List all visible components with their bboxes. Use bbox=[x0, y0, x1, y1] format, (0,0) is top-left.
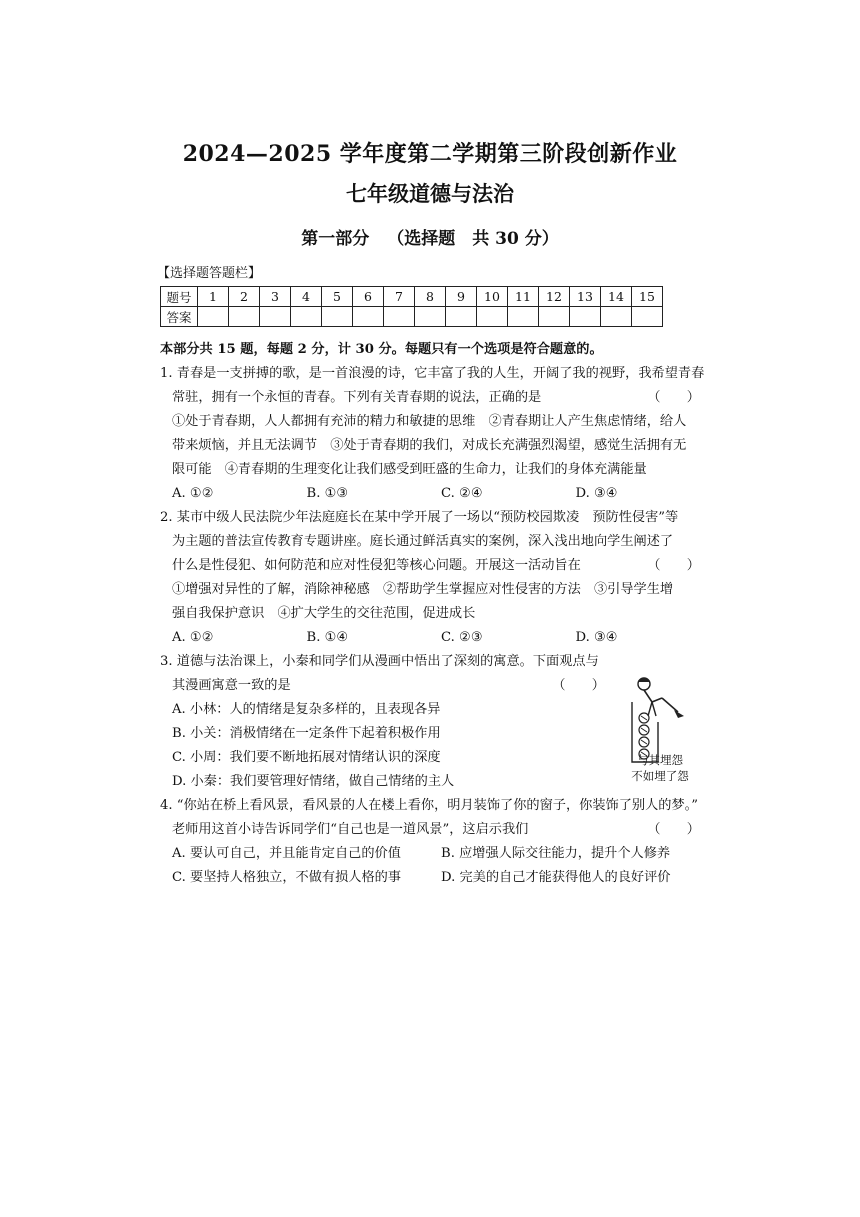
option-b[interactable]: B. 小关：消极情绪在一定条件下起着积极作用 bbox=[172, 726, 441, 741]
options-row bbox=[160, 482, 710, 506]
answer-parentheses: （ ） bbox=[647, 558, 700, 573]
answer-cell[interactable] bbox=[384, 307, 415, 327]
answer-parentheses: （ ） bbox=[552, 678, 605, 693]
number-cell: 14 bbox=[601, 287, 632, 307]
statement-line: ①处于青春期，人人都拥有充沛的精力和敏捷的思维 ②青春期让人产生焦虑情绪，给人 bbox=[172, 414, 687, 429]
cartoon-caption-line: 不如埋了怨 bbox=[631, 769, 689, 783]
question-1 bbox=[160, 362, 710, 506]
part-heading bbox=[0, 224, 860, 249]
answer-cell[interactable] bbox=[415, 307, 446, 327]
number-cell: 12 bbox=[539, 287, 570, 307]
question-stem bbox=[160, 386, 710, 410]
question-stem-text: 常驻，拥有一个永恒的青春。下列有关青春期的说法，正确的是 bbox=[172, 390, 542, 405]
statement-line: ①增强对异性的了解，消除神秘感 ②帮助学生掌握应对性侵害的方法 ③引导学生增 bbox=[172, 582, 674, 597]
question-stem-text: 什么是性侵犯、如何防范和应对性侵犯等核心问题。开展这一活动旨在 bbox=[172, 558, 581, 573]
question-stem-text: 老师用这首小诗告诉同学们“自己也是一道风景”，这启示我们 bbox=[172, 822, 529, 837]
option-b[interactable]: B. 应增强人际交往能力，提升个人修养 bbox=[441, 846, 671, 861]
question-stem: 1. 青春是一支拼搏的歌，是一首浪漫的诗，它丰富了我的人生，开阔了我的视野，我希望青春 bbox=[160, 366, 705, 381]
subject-title: 七年级道德与法治 bbox=[346, 181, 514, 206]
answer-cell[interactable] bbox=[353, 307, 384, 327]
row-head-number: 题号 bbox=[161, 287, 198, 307]
option-d[interactable]: D. ③④ bbox=[575, 486, 618, 501]
answer-cell[interactable] bbox=[322, 307, 353, 327]
answer-parentheses: （ ） bbox=[647, 822, 700, 837]
option-b[interactable]: B. ①③ bbox=[306, 486, 349, 501]
questions-section bbox=[160, 338, 710, 890]
option-c[interactable]: C. 要坚持人格独立，不做有损人格的事 bbox=[172, 870, 402, 885]
answer-cell[interactable] bbox=[632, 307, 663, 327]
answer-cell[interactable] bbox=[229, 307, 260, 327]
answer-table-number-row bbox=[161, 287, 663, 307]
question-stem-text: 其漫画寓意一致的是 bbox=[172, 678, 291, 693]
cartoon-caption-line: 与其埋怨 bbox=[637, 753, 683, 767]
statement-line: 限可能 ④青春期的生理变化让我们感受到旺盛的生命力，让我们的身体充满能量 bbox=[172, 462, 647, 477]
option-d[interactable]: D. 完美的自己才能获得他人的良好评价 bbox=[441, 870, 671, 885]
number-cell: 1 bbox=[198, 287, 229, 307]
options-row bbox=[160, 626, 710, 650]
number-cell: 9 bbox=[446, 287, 477, 307]
statement-line: 带来烦恼，并且无法调节 ③处于青春期的我们，对成长充满强烈渴望，感觉生活拥有无 bbox=[172, 438, 687, 453]
option-a[interactable]: A. 要认可自己，并且能肯定自己的价值 bbox=[172, 846, 401, 861]
number-cell: 15 bbox=[632, 287, 663, 307]
number-cell: 3 bbox=[260, 287, 291, 307]
options-row bbox=[160, 866, 710, 890]
question-stem: 4. “你站在桥上看风景，看风景的人在楼上看你，明月装饰了你的窗子，你装饰了别人的梦。” bbox=[160, 798, 698, 813]
option-a[interactable]: A. 小林：人的情绪是复杂多样的，且表现各异 bbox=[172, 702, 441, 717]
question-4 bbox=[160, 794, 710, 890]
question-2 bbox=[160, 506, 710, 650]
number-cell: 11 bbox=[508, 287, 539, 307]
option-a[interactable]: A. ①② bbox=[172, 486, 214, 501]
part-title: 第一部分 bbox=[301, 229, 370, 249]
answer-table bbox=[160, 286, 663, 327]
answer-cell[interactable] bbox=[508, 307, 539, 327]
options-row bbox=[160, 842, 710, 866]
question-stem bbox=[160, 674, 615, 698]
answer-cell[interactable] bbox=[198, 307, 229, 327]
number-cell: 13 bbox=[570, 287, 601, 307]
number-cell: 10 bbox=[477, 287, 508, 307]
question-stem: 2. 某市中级人民法院少年法庭庭长在某中学开展了一场以“预防校园欺凌 预防性侵害”等 bbox=[160, 510, 679, 525]
exam-title: 2024—2025 学年度第二学期第三阶段创新作业 bbox=[182, 141, 678, 167]
answer-cell[interactable] bbox=[260, 307, 291, 327]
question-stem: 为主题的普法宣传教育专题讲座。庭长通过鲜活真实的案例，深入浅出地向学生阐述了 bbox=[172, 534, 674, 549]
option-c[interactable]: C. 小周：我们要不断地拓展对情绪认识的深度 bbox=[172, 750, 441, 765]
question-3 bbox=[160, 650, 615, 794]
option-d[interactable]: D. 小秦：我们要管理好情绪，做自己情绪的主人 bbox=[172, 774, 455, 789]
answer-cell[interactable] bbox=[477, 307, 508, 327]
section-instructions: 本部分共 15 题，每题 2 分，计 30 分。每题只有一个选项是符合题意的。 bbox=[160, 342, 603, 357]
number-cell: 7 bbox=[384, 287, 415, 307]
answer-cell[interactable] bbox=[446, 307, 477, 327]
option-d[interactable]: D. ③④ bbox=[575, 630, 618, 645]
number-cell: 6 bbox=[353, 287, 384, 307]
number-cell: 5 bbox=[322, 287, 353, 307]
option-c[interactable]: C. ②③ bbox=[441, 630, 483, 645]
cartoon-caption bbox=[620, 752, 700, 784]
answer-cell[interactable] bbox=[291, 307, 322, 327]
option-c[interactable]: C. ②④ bbox=[441, 486, 483, 501]
question-stem bbox=[160, 818, 710, 842]
number-cell: 8 bbox=[415, 287, 446, 307]
number-cell: 2 bbox=[229, 287, 260, 307]
question-stem: 3. 道德与法治课上，小秦和同学们从漫画中悟出了深刻的寓意。下面观点与 bbox=[160, 654, 599, 669]
answer-box-label: 【选择题答题栏】 bbox=[157, 266, 262, 281]
part-note: （选择题 共 30 分） bbox=[387, 229, 559, 249]
option-b[interactable]: B. ①④ bbox=[306, 630, 349, 645]
answer-cell[interactable] bbox=[570, 307, 601, 327]
row-head-answer: 答案 bbox=[161, 307, 198, 327]
statement-line: 强自我保护意识 ④扩大学生的交往范围，促进成长 bbox=[172, 606, 476, 621]
question-stem bbox=[160, 554, 710, 578]
number-cell: 4 bbox=[291, 287, 322, 307]
answer-cell[interactable] bbox=[601, 307, 632, 327]
answer-parentheses: （ ） bbox=[647, 390, 700, 405]
answer-table-answer-row bbox=[161, 307, 663, 327]
option-a[interactable]: A. ①② bbox=[172, 630, 214, 645]
answer-cell[interactable] bbox=[539, 307, 570, 327]
